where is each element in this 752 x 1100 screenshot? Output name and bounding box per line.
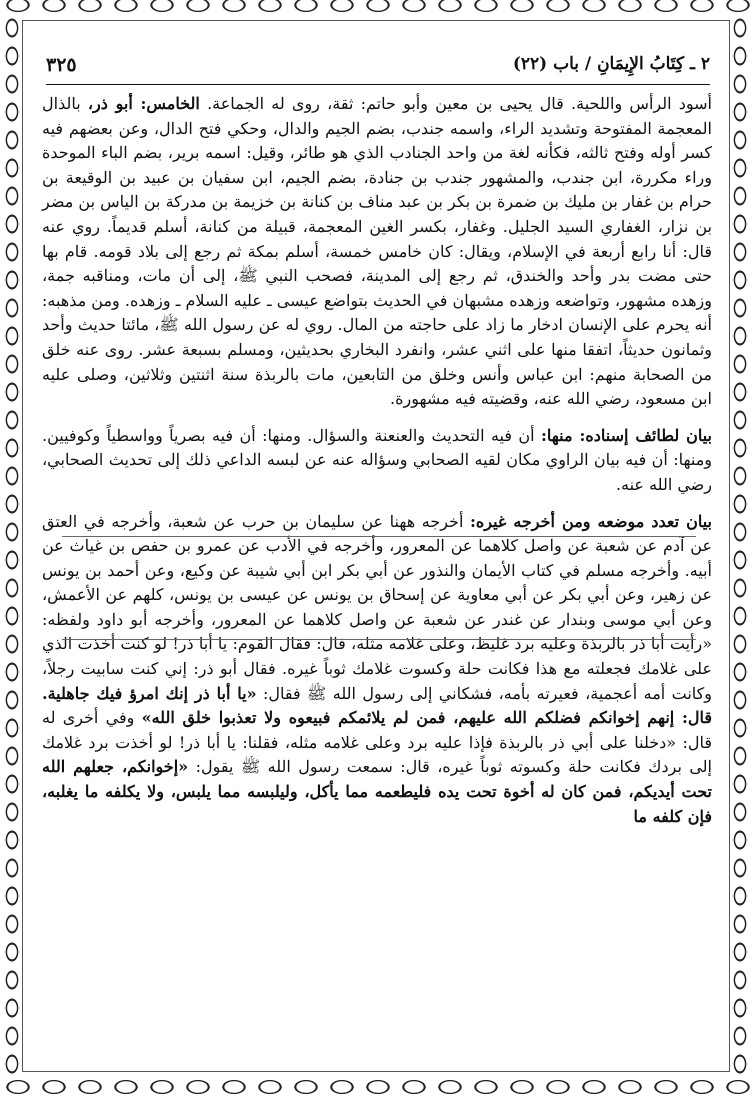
hadith-quote-bold: «إخوانكم، جعلهم الله تحت أيديكم، فمن كان له أخوة تحت يده فليطعمه مما يأكل، وليلبسه مما يلبس، ولا يكلفه ما يغلبه، فإن كلفه ما [42,757,712,826]
paragraph-isnad-subtleties [42,424,712,498]
paragraph-gap [42,412,712,424]
ornamental-border-top [0,0,752,18]
page-header [46,54,710,80]
paragraph-sources [42,510,712,830]
text-segment-bold: الخامس: أبو ذر، [87,94,200,113]
ornamental-border-left [2,14,22,1078]
paragraph-narrator-bio [42,92,712,412]
section-divider [62,639,696,640]
text-segment: أن فيه التحديث والعنعنة والسؤال. ومنها: أن فيه بصرياً وواسطياً وكوفيين. ومنها: أن فيه بيان الراوي مكان لقيه الصحابي وسؤاله عنه عن لبسه الداعي ذلك إلى تحديث الصحابي، رضي الله عنه. [42,425,712,494]
ornamental-border-right [730,14,750,1078]
section-heading: بيان تعدد موضعه ومن أخرجه غيره: [469,511,712,531]
hadith-quote-bold: «يا أبا ذر إنك امرؤ فيك جاهلية. قال: إنهم إخوانكم فضلكم الله عليهم، فمن لم يلائمكم فبيعوه ولا تعذبوا خلق الله» [42,683,712,728]
text-segment: وفي أخرى له قال: «دخلنا على أبي ذر بالربذة فإذا عليه برد وعلى غلامه مثله، فقلنا: يا أبا ذر! لو أخذت برد غلامك إلى بردك فكانت حلة وكسوته ثوباً غيره، قال: سمعت رسول الله ﷺ يقول: [42,708,712,777]
paragraph-gap [42,498,712,510]
text-segment: أسود الرأس واللحية. قال يحيى بن معين وأبو حاتم: ثقة، روى له الجماعة. [199,94,712,113]
text-segment: أخرجه ههنا عن سليمان بن حرب عن شعبة، وأخرجه في العتق عن آدم عن شعبة عن واصل كلاهما عن المعرور، وأخرجه في الأدب عن عمرو بن حفص بن غياث عن أبيه. وأخرجه مسلم في كتاب الأيمان والنذور عن أبي بكر ابن أبي شيبة عن وكيع، وعن أحمد بن يونس عن زهير، وعن أبي بكر عن أبي معاوية عن إسحاق بن يونس عن عيسى بن يونس، كلهم عن الأعمش، وعن أبي موسى وبندار عن غندر عن شعبة عن واصل كلاهما عن المعرور، وأخرجه أبو داود ولفظه: «رأيت أبا ذر بالربذة وعليه برد غليظ، وعلى غلامه مثله، قال: فقال القوم: يا أبا ذر! لو كنت أخذت الذي على غلامك فجعلته مع هذا فكانت حلة وكسوت غلامك ثوباً غيره. فقال أبو ذر: إني كنت سابيت رجلاً، وكانت أمه أعجمية، فعيرته بأمه، فشكاني إلى رسول الله ﷺ فقال: [42,511,713,703]
ornamental-border-bottom [0,1074,752,1100]
section-heading: بيان لطائف إسناده: منها: [541,425,713,445]
main-text [42,92,712,829]
page-number: ٣٢٥ [46,54,77,76]
text-segment: بالذال المعجمة المفتوحة وتشديد الراء، واسمه جندب، بضم الجيم والدال، وحكي فتح الدال، وعن بعضهم فيه كسر أوله وفتح ثالثه، فكأنه لغة من واحد الجنادب الذي هو طائر، وقيل: اسمه برير، بضم الباء الموحدة وراء مكررة، ابن جندب، والمشهور جندب بن جنادة، بضم الجيم، ابن سفيان بن عبيد بن الوقيعة بن حرام بن غفار بن مليك بن ضمرة بن بكر بن عبد مناف بن كنانة بن خزيمة بن مدركة بن الياس بن مضر بن نزار، الغفاري السيد الجليل. وغفار، بكسر الغين المعجمة، قبيلة من كنانة، أسلم قديماً. روي عنه قال: أنا رابع أربعة في الإسلام، ويقال: كان خامس خمسة، أسلم بمكة ثم رجع إلى بلاد قومه. قام بها حتى مضت بدر وأحد والخندق، ثم رجع إلى المدينة، فصحب النبي ﷺ، إلى أن مات، ومناقبه جمة، وزهده مشهور، وتواضعه وزهده مشبهان في الحديث بتواضع عيسى ـ عليه السلام ـ وزهده. ومن مذهبه: أنه يحرم على الإنسان ادخار ما زاد على حاجته من المال. روي له عن رسول الله ﷺ، مائتا حديث وأحد وثمانون حديثاً، اتفقا منها على اثني عشر، وانفرد البخاري بحديثين، ومسلم بسبعة عشر. روى عنه خلق من الصحابة منهم: ابن عباس وأنس وخلق من التابعين، مات بالربذة سنة اثنتين وثلاثين، وصلى عليه ابن مسعود، رضي الله عنه، وقضيته فيه مشهورة. [42,94,713,409]
section-divider [62,536,696,537]
running-head: ٢ ـ كِتَابُ الإِيمَانِ / باب (٢٢) [512,54,710,74]
header-rule [46,84,710,85]
